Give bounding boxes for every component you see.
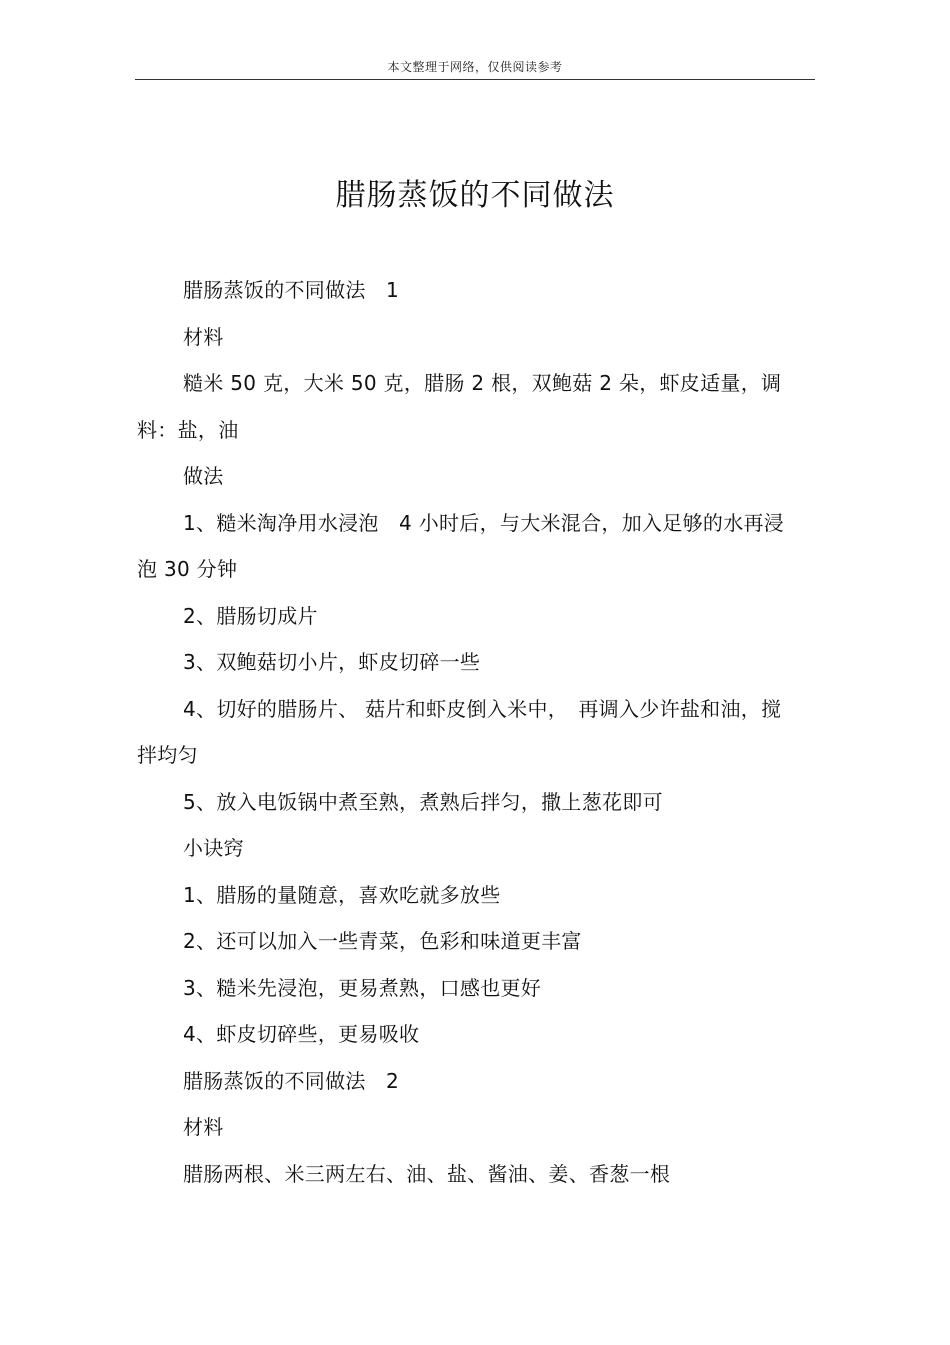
- page-title: 腊肠蒸饭的不同做法: [335, 178, 615, 214]
- ingredients-label-2: 材料: [183, 1115, 224, 1139]
- method-step: 1、糙米淘净用水浸泡 4 小时后，与大米混合，加入足够的水再浸泡 30 分钟: [137, 510, 785, 581]
- ingredients-label-1: 材料: [183, 324, 224, 349]
- header-note: 本文整理于网络，仅供阅读参考: [387, 60, 563, 74]
- method-label-1: 做法: [183, 464, 224, 488]
- ingredients-text-2: 腊肠两根、米三两左右、油、盐、酱油、姜、香葱一根: [183, 1161, 671, 1186]
- method-step: 5、放入电饭锅中煮至熟，煮熟后拌匀，撒上葱花即可: [183, 789, 663, 814]
- tip-item: 4、虾皮切碎些，更易吸收: [183, 1022, 420, 1046]
- header-divider: [135, 79, 815, 80]
- section-heading-2: 腊肠蒸饭的不同做法 2: [183, 1068, 400, 1093]
- tip-item: 1、腊肠的量随意，喜欢吃就多放些: [183, 882, 501, 907]
- method-step: 3、双鲍菇切小片，虾皮切碎一些: [183, 650, 481, 674]
- document-body: [137, 267, 797, 1197]
- tip-item: 2、还可以加入一些青菜，色彩和味道更丰富: [183, 929, 582, 953]
- ingredients-text-1: 糙米 50 克，大米 50 克，腊肠 2 根，双鲍菇 2 朵，虾皮适量，调料：盐，油: [137, 371, 782, 442]
- tip-item: 3、糙米先浸泡，更易煮熟，口感也更好: [183, 975, 542, 1000]
- method-step: 4、切好的腊肠片、 菇片和虾皮倒入米中， 再调入少许盐和油，搅拌均匀: [137, 696, 782, 767]
- method-step: 2、腊肠切成片: [183, 603, 318, 628]
- section-heading-1: 腊肠蒸饭的不同做法 1: [183, 278, 400, 302]
- tips-label: 小诀窍: [183, 836, 244, 860]
